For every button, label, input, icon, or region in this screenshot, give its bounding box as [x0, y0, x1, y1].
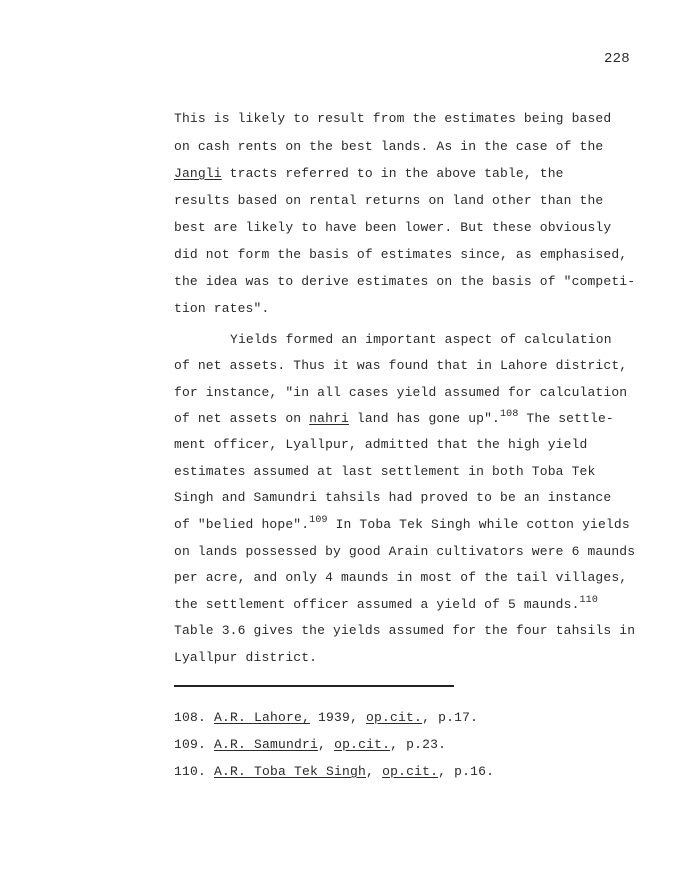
footnote-separator: , [366, 764, 383, 779]
jangli-term: Jangli [174, 166, 222, 181]
footnote-page: , p.16. [438, 764, 495, 779]
text-line: of net assets. Thus it was found that in Lahore district, [174, 358, 628, 373]
page-number: 228 [604, 51, 630, 67]
text-line: Table 3.6 gives the yields assumed for the four tahsils in [174, 623, 636, 638]
nahri-term: nahri [309, 411, 349, 426]
text-line: estimates assumed at last settlement in both Toba Tek [174, 464, 596, 479]
footnote-opcit: op.cit. [334, 737, 391, 752]
text-line: Singh and Samundri tahsils had proved to be an instance [174, 490, 612, 505]
text-fragment: of "belied hope". [174, 517, 310, 532]
footnote-page: , p.17. [422, 710, 479, 725]
footnote-number: 108. [174, 710, 215, 725]
text-line: did not form the basis of estimates since, as emphasised, [174, 247, 628, 262]
text-line [174, 597, 598, 613]
text-line: on lands possessed by good Arain cultivators were 6 maunds [174, 544, 636, 559]
text-line: Yields formed an important aspect of calculation [230, 332, 612, 347]
footnote-source: A.R. Samundri [214, 737, 319, 752]
text-fragment: of net assets on [174, 411, 310, 426]
footnote-opcit: op.cit. [366, 710, 423, 725]
footnote-divider [174, 685, 454, 687]
footnote-109 [174, 737, 446, 753]
footnote-108 [174, 710, 478, 726]
text-fragment: In Toba Tek Singh while cotton yields [327, 517, 630, 532]
text-line: This is likely to result from the estimates being based [174, 111, 612, 126]
text-line: tion rates". [174, 301, 270, 316]
text-line: best are likely to have been lower. But these obviously [174, 220, 612, 235]
text-line [174, 411, 614, 427]
text-fragment: tracts referred to in the above table, the [221, 166, 564, 181]
text-fragment: the settlement officer assumed a yield of 5 maunds. [174, 597, 580, 612]
footnote-110 [174, 764, 494, 780]
footnote-number: 109. [174, 737, 215, 752]
text-line: per acre, and only 4 maunds in most of the tail villages, [174, 570, 628, 585]
text-line: Lyallpur district. [174, 650, 318, 665]
footnote-ref-108: 108 [500, 409, 519, 420]
text-line: for instance, "in all cases yield assumed for calculation [174, 385, 628, 400]
text-line: ment officer, Lyallpur, admitted that the high yield [174, 437, 588, 452]
footnote-source: A.R. Toba Tek Singh [214, 764, 367, 779]
footnote-year: 1939, [310, 710, 367, 725]
footnote-page: , p.23. [390, 737, 447, 752]
text-line: the idea was to derive estimates on the basis of "competi- [174, 274, 636, 289]
text-line [174, 166, 564, 182]
text-line [174, 517, 630, 533]
text-line: on cash rents on the best lands. As in the case of the [174, 139, 604, 154]
footnote-source: A.R. Lahore, [214, 710, 311, 725]
text-line: results based on rental returns on land other than the [174, 193, 604, 208]
footnote-separator: , [318, 737, 335, 752]
footnote-opcit: op.cit. [382, 764, 439, 779]
footnote-number: 110. [174, 764, 215, 779]
text-fragment: land has gone up". [348, 411, 501, 426]
footnote-ref-109: 109 [309, 515, 328, 526]
text-fragment: The settle- [518, 411, 614, 426]
footnote-ref-110: 110 [579, 595, 598, 606]
